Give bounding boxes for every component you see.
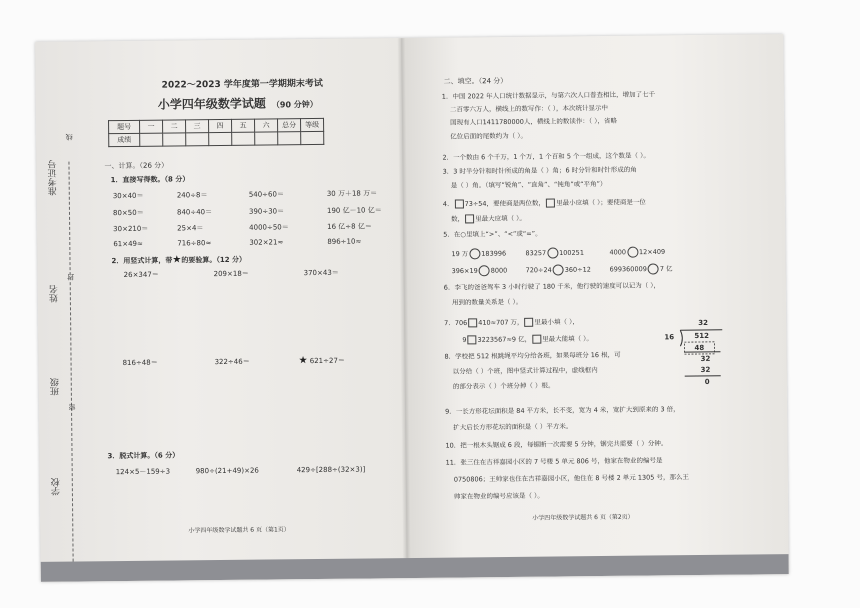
q7-d: 9: [462, 335, 467, 344]
fill-line: 10．把一根木头锯成 6 段，每锯断一次需要 5 分钟，锯完共需要（ ）分钟。: [445, 439, 668, 450]
fill-line: 扩大后长方形花坛的面积是（ ）平方米。: [453, 422, 573, 432]
section1-title: 一、计算。（26 分）: [104, 161, 169, 171]
q1-item: 716÷80≈: [177, 239, 212, 248]
fill-line: 3．3 时半分针和时针所成的角是（ ）角；6 时分针和时针形成的角: [442, 165, 637, 176]
q1-item: 61×49≈: [113, 239, 143, 249]
fill-line: 2．一个数由 6 个千万，1 个万，1 个百和 5 个一组成，这个数是（ ）。: [442, 151, 650, 162]
q5-right: 7 亿: [659, 264, 673, 273]
q1-item: 302×21≈: [249, 238, 284, 247]
remainder: 0: [704, 377, 710, 386]
blank-box[interactable]: [524, 318, 533, 327]
score-header-cell: 等级: [301, 118, 324, 131]
fill-line: 9．一长方形花坛面积是 84 平方米，长不变，宽为 4 米，宽扩大到原来的 3 倍，: [445, 405, 680, 416]
score-cell: [278, 132, 301, 145]
score-cell: [255, 132, 278, 145]
fill-line: 的部分表示（ ）个班分掉（ ）根。: [452, 381, 555, 391]
q1-item: 896÷10≈: [327, 237, 362, 246]
exam-paper: [35, 34, 789, 582]
q4-d: 数，: [451, 214, 465, 224]
q5-compare: [525, 247, 584, 259]
duration: （90 分钟）: [271, 99, 318, 110]
score-cell: [186, 133, 209, 146]
q4-e: 里最大应填（ ）。: [475, 214, 526, 223]
q5-right: 360÷12: [564, 265, 591, 274]
fill-line: 0750806；王帅家也住在吉祥嘉园小区，他住在 8 号楼 2 单元 1305 号，那么王: [453, 473, 689, 484]
blank-box[interactable]: [532, 335, 541, 344]
fill-line: 5．在○里填上“>”、“<”或“=”。: [443, 229, 542, 239]
compare-circle[interactable]: [553, 264, 564, 275]
score-cell: [209, 132, 232, 145]
score-header-cell: 一: [140, 120, 163, 133]
quotient: 32: [698, 318, 708, 328]
exam-title: 2022～2023 学年度第一学期期末考试: [161, 78, 323, 91]
q5-left: 19 万: [451, 249, 469, 259]
divisor: 16: [664, 333, 675, 342]
q7-a: 7．706: [444, 318, 468, 328]
q5-right: 100251: [559, 248, 584, 257]
q4-c: 里最小应填（ ）；要使商是一位: [556, 198, 646, 207]
q2-verify-item: [298, 356, 344, 366]
label-name: 姓名: [49, 284, 60, 303]
q5-compare: [452, 265, 508, 277]
q1-item: 25×4＝: [177, 224, 204, 233]
fill-line: 是（ ）角。（填写“锐角”、“直角”、“钝角”或“平角”）: [450, 179, 607, 190]
fill-line: 用到的数量关系是（ ）。: [451, 297, 523, 307]
q3-item: 429÷[288÷(32×3)]: [296, 465, 366, 475]
blank-box[interactable]: [467, 335, 476, 344]
score-header-cell: 题号: [109, 120, 140, 133]
long-division: [664, 318, 725, 399]
q7-c: 里最小填（ ），: [534, 317, 579, 327]
q1-item: 240÷8＝: [176, 191, 208, 200]
q7-b: 410≈707 万，: [478, 318, 524, 327]
q5-left: 4000: [609, 248, 627, 257]
partial-product: 48: [694, 343, 705, 353]
q2-item: 816÷48＝: [122, 358, 158, 368]
q1-item: 30×210＝: [113, 224, 149, 234]
star-icon: ★: [298, 355, 308, 367]
q1-item: 840÷40＝: [176, 208, 213, 217]
q3-item: 980÷(21+49)×26: [195, 466, 259, 476]
score-row-label: 成绩: [109, 133, 140, 146]
score-header-cell: 三: [186, 120, 209, 133]
q1-item: 16 亿÷8 亿＝: [327, 222, 372, 231]
q1-item: 540÷60＝: [248, 190, 284, 199]
score-cell: [301, 131, 324, 144]
q4-a: 4．: [442, 200, 454, 209]
fill-line: 11．张三住在吉祥嘉园小区的 7 号楼 5 单元 806 号，他家在物业的编号是: [445, 456, 663, 467]
q5-right: 12×409: [638, 247, 666, 257]
fill-line: 帅家在物业的编号应该是（ ）。: [453, 491, 544, 501]
mark-secret: 密: [67, 403, 77, 411]
q2-title: [111, 255, 246, 266]
score-cell: [232, 132, 255, 145]
q2-title-b: 的要验算。（12 分）: [181, 255, 247, 265]
q2-title-a: 2．用竖式计算，带: [111, 256, 173, 266]
compare-circle[interactable]: [547, 247, 558, 258]
left-footer: 小学四年级数学试题共 6 页（第1页）: [188, 526, 290, 535]
compare-circle[interactable]: [479, 265, 490, 276]
fill-line: 1．中国 2022 年人口统计数据显示，与第六次人口普查相比，增加了七千: [441, 90, 656, 101]
score-header-cell: 五: [232, 119, 255, 132]
fill-line: 8．学校把 512 根跳绳平均分给各班，如果每班分 16 根，可: [444, 350, 621, 361]
q5-left: 699360009: [609, 265, 647, 274]
blank-box[interactable]: [465, 214, 474, 223]
q5-left: 83257: [525, 249, 547, 258]
fill-line: 亿位后面的尾数约为（ ）。: [450, 131, 528, 141]
q2-item: 26×347＝: [123, 270, 159, 280]
fill-line: 国现有人口1411780000人，横线上的数读作：（ ），省略: [450, 116, 618, 127]
blank-box[interactable]: [546, 198, 555, 207]
q1-item: 80×50＝: [112, 208, 144, 218]
fill-line: 以分给（ ）个班，图中竖式计算过程中，虚线框内: [452, 366, 598, 376]
q2-verify-expr: 621÷27＝: [309, 356, 345, 366]
star-icon: ★: [172, 254, 182, 266]
q5-compare: [609, 246, 665, 258]
q1-item: 4000÷50＝: [249, 223, 289, 232]
q7-line2: [462, 334, 593, 344]
q2-item: 370×43＝: [303, 268, 339, 278]
q1-item: 30×40＝: [112, 191, 144, 201]
score-header-cell: 总分: [278, 119, 301, 132]
score-cell: [140, 133, 163, 146]
paper-title: 小学四年级数学试题: [157, 96, 266, 112]
q4-b: 73÷54，要使商是两位数，: [464, 199, 546, 208]
label-school: 学校: [51, 477, 62, 496]
q1-item: 30 万＋18 万＝: [326, 189, 378, 198]
compare-circle[interactable]: [648, 263, 659, 274]
fill-line: 6．李飞的爸爸驾车 3 小时行驶了 180 千米，他行驶的速度可以记为（ ），: [443, 281, 661, 292]
dividend: 512: [694, 331, 709, 341]
mark-line: 线: [65, 133, 74, 141]
q2-item: 209×18＝: [213, 269, 249, 279]
q5-compare: [610, 263, 673, 275]
partial-remainder: 32: [700, 354, 711, 363]
q4-line2: [451, 214, 526, 224]
fill-line: 二百零六万人，横线上的数写作：（ ），本次统计显示中: [449, 103, 609, 114]
q5-right: 183996: [481, 249, 507, 258]
label-exam-id: 准考证号: [48, 159, 59, 196]
q1-title: 1．直接写得数。（8 分）: [110, 175, 190, 185]
q5-compare: [526, 264, 591, 276]
score-header-cell: 四: [209, 119, 232, 132]
right-footer: 小学四年级数学试题共 6 页（第2页）: [532, 513, 634, 522]
score-header-cell: 二: [163, 120, 186, 133]
mark-seal: 封: [66, 273, 75, 281]
q7-e: 3223567≈9 亿，: [477, 335, 532, 344]
q3-title: 3．脱式计算。（6 分）: [107, 451, 180, 461]
q7-line: [444, 317, 579, 327]
q3-item: 124×5－159÷3: [115, 467, 171, 477]
compare-circle[interactable]: [469, 248, 480, 259]
q2-item: 322÷46＝: [214, 357, 250, 367]
q5-right: 8000: [490, 266, 508, 275]
q5-left: 720÷24: [525, 266, 552, 275]
q1-item: 190 亿－10 亿＝: [326, 206, 382, 215]
q7-f: 里最大能填（ ）。: [542, 334, 593, 344]
section2-title: 二、填空。（24 分）: [443, 76, 508, 86]
q5-compare: [451, 248, 506, 260]
score-cell: [163, 133, 186, 146]
blank-box[interactable]: [455, 199, 464, 208]
label-class: 班级: [50, 377, 61, 396]
score-table: [108, 118, 324, 147]
score-header-cell: 六: [255, 119, 278, 132]
partial-product: 32: [700, 365, 711, 374]
blank-box[interactable]: [468, 318, 477, 327]
q5-left: 396×19: [451, 266, 478, 276]
q1-item: 390÷30＝: [248, 207, 285, 216]
compare-circle[interactable]: [627, 247, 638, 258]
